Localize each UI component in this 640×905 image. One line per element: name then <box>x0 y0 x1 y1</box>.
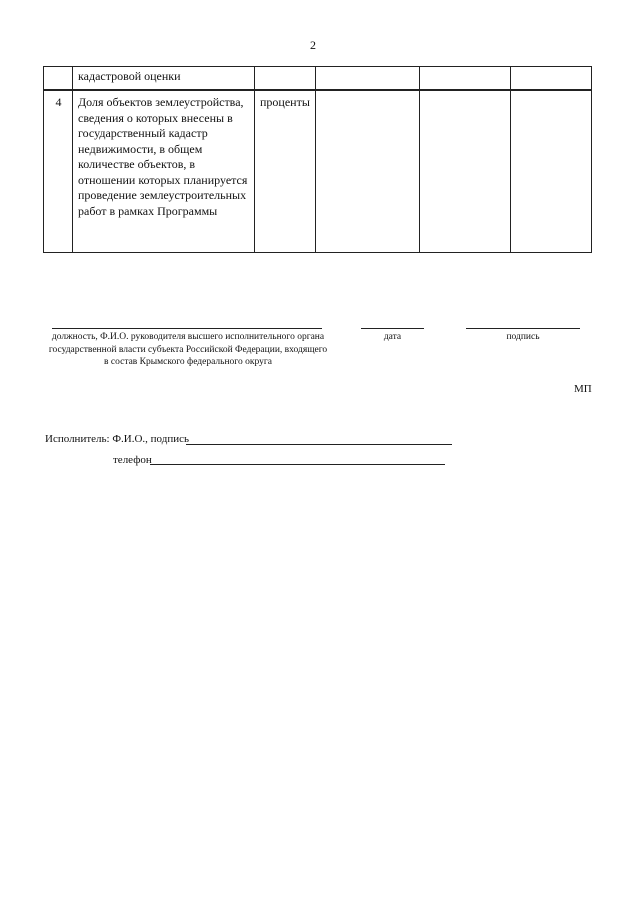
position-caption: должность, Ф.И.О. руководителя высшего исполнительного органа государственной власти субъекта Российской Федерации, входящего в состав Крымского федерального округа <box>48 332 328 367</box>
phone-fill-line <box>150 464 445 465</box>
signature-line <box>466 328 580 329</box>
unit-cell <box>255 67 316 90</box>
table-row <box>44 67 592 90</box>
executor-label: Исполнитель: Ф.И.О., подпись <box>45 433 189 445</box>
unit-cell: проценты <box>255 91 316 253</box>
row-number-cell: 4 <box>44 91 73 253</box>
row-number-cell <box>44 67 73 90</box>
executor-fill-line <box>186 444 452 445</box>
date-caption: дата <box>383 332 402 342</box>
value-cell <box>420 91 511 253</box>
date-line <box>361 328 424 329</box>
value-cell <box>316 91 420 253</box>
phone-label: телефон <box>113 454 152 466</box>
value-cell <box>316 67 420 90</box>
indicator-name-cell: Доля объектов землеустройства, сведения о которых внесены в государственный кадастр недвижимости, в общем количестве объектов, в отношении которых планируется проведение землеустроительных работ в рамках Программы <box>73 91 255 253</box>
position-signature-line <box>52 328 322 329</box>
indicator-name-cell: кадастровой оценки <box>73 67 255 90</box>
signature-caption: подпись <box>506 332 540 342</box>
value-cell <box>511 91 592 253</box>
page-number: 2 <box>310 38 316 52</box>
value-cell <box>511 67 592 90</box>
indicator-table <box>43 66 592 253</box>
table-row <box>44 91 592 253</box>
value-cell <box>420 67 511 90</box>
stamp-label: МП <box>574 383 592 395</box>
